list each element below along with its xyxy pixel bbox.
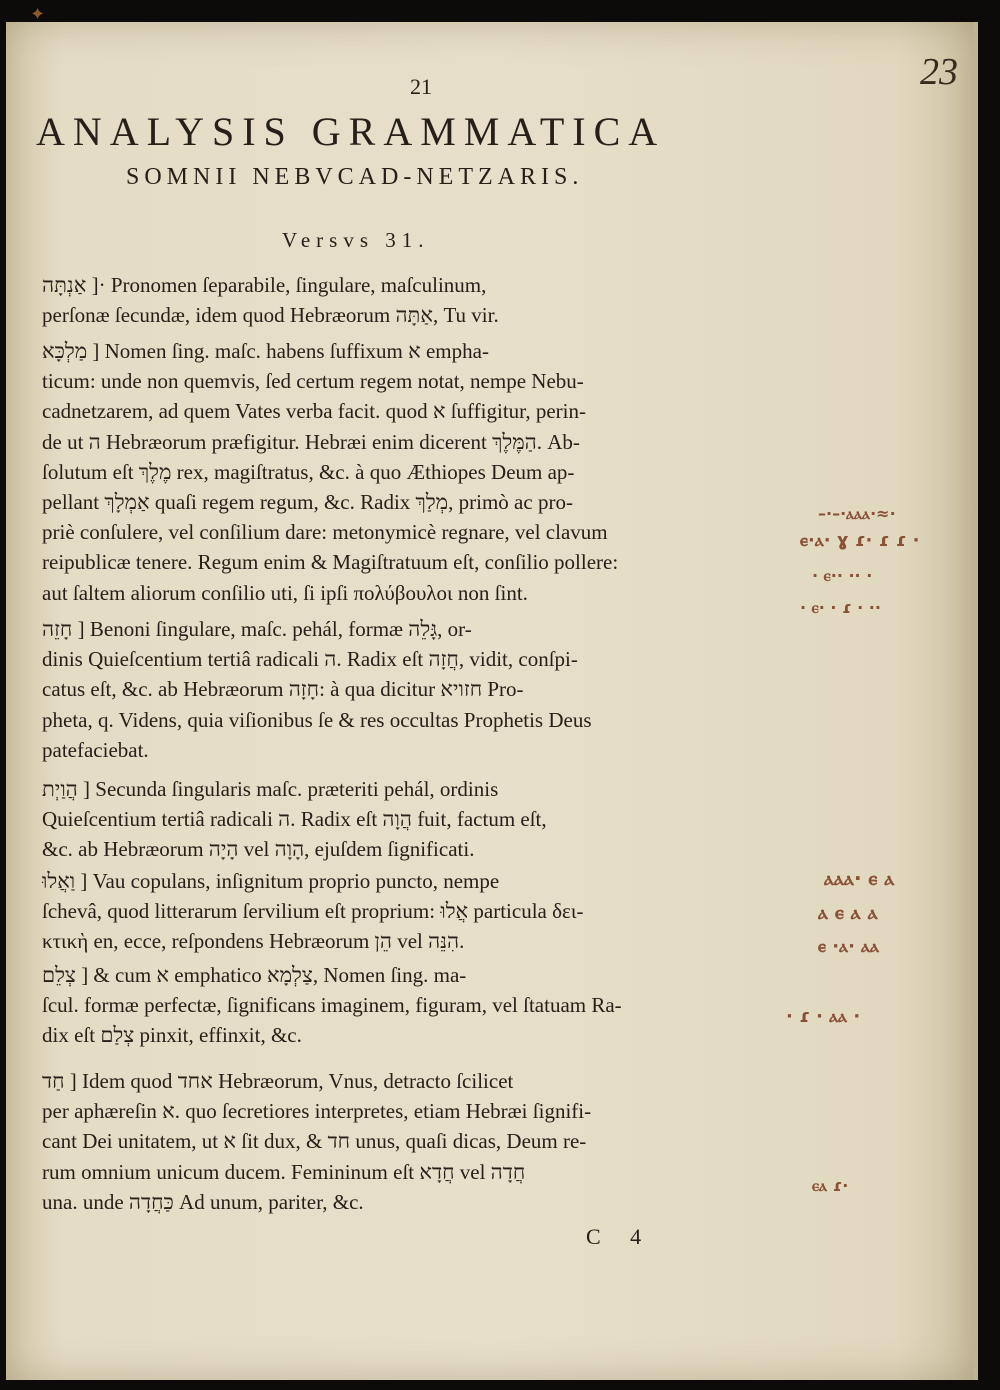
title-line-1: ANALYSIS GRAMMATICA [36,109,666,154]
text-line: pheta, q. Videns, quia viſionibus ſe & res occultas Prophetis Deus [42,707,592,732]
entry-7 [42,1066,794,1217]
entry-3 [42,614,794,765]
text-line: una. unde כַּחֲדָה Ad unum, pariter, &c. [42,1189,364,1214]
text-line: cant Dei unitatem, ut א ſit dux, & חד unus, quaſi dicas, Deum re- [42,1129,587,1154]
marginal-note: ⲉ·ⲁ· ɣ ɾ· ɾ ɾ · [800,530,920,551]
text-line: per aphæreſin א. quo ſecretiores interpretes, etiam Hebræi ſignifi- [42,1099,592,1124]
marginal-note: ⲁⲁⲁ· ⲉ ⲁ [824,866,895,890]
text-line: de ut ה Hebræorum præfigitur. Hebræi enim dicerent הַמֶּלֶךְ. Ab- [42,429,580,454]
margin-page-number: 23 [920,51,958,93]
text-line: cadnetzarem, ad quem Vates verba facit. quod א ſuffigitur, perin- [42,399,586,424]
entry-5 [42,866,794,957]
text-line: צְלֵם ] & cum א emphatico צַלְמָא, Nomen ſing. ma- [42,963,467,987]
text-line: ſolutum eſt מֶלֶךְ rex, magiſtratus, &c. à quo Æthiopes Deum ap- [42,459,575,484]
text-line: catus eſt, &c. ab Hebræorum חָזָה: à qua dicitur חזויא Pro- [42,677,524,702]
text-line: ticum: unde non quemvis, ſed certum regem notat, nempe Nebu- [42,369,584,394]
text-line: dix eſt צְלַם pinxit, effinxit, &c. [42,1023,302,1048]
text-line: ſchevâ, quod litterarum ſervilium eſt proprium: אֲלוּ particula δει- [42,899,584,924]
marginal-note: · ⲉ·· ·· · [812,566,873,585]
text-line: perſonæ ſecundæ, idem quod Hebræorum אַתָּה, Tu vir. [42,303,499,328]
text-line: reipublicæ tenere. Regum enim & Magiſtratuum eſt, conſilio pollere: [42,550,619,575]
marginal-note: ⲉⲁ ɾ· [812,1176,849,1195]
text-line: חָזֵה ] Benoni ſingulare, maſc. pehál, formæ גָּלֵה, or- [42,617,472,641]
text-line: aut ſaltem aliorum conſilio uti, ſi ipſi πολύβουλοι non ſint. [42,580,528,605]
text-line: ſcul. formæ perfectæ, ſignificans imaginem, figuram, vel ſtatuam Ra- [42,993,622,1018]
text-line: הֲוַיְת ] Secunda ſingularis maſc. præteriti pehál, ordinis [42,777,499,801]
marginal-note: –·–·ⲁⲁⲁ·≈· [818,504,896,523]
entry-1 [42,270,794,330]
verse-heading: Versvs 31. [282,228,430,252]
page-number: 21 [410,74,432,99]
entry-4 [42,774,794,865]
signature-mark: C 4 [586,1224,654,1249]
text-line: אַנְתָּה ]· Pronomen ſeparabile, ſingulare, maſculinum, [42,273,487,297]
marginal-note: ⲁ ⲉ ⲁ ⲁ [818,900,878,924]
title-line-2: SOMNII NEBVCAD-NETZARIS. [126,164,584,190]
text-line: וַאֲלוּ ] Vau copulans, inſignitum proprio puncto, nempe [42,869,500,893]
text-line: pellant אַמְלָךְ quaſi regem regum, &c. Radix מְלַךְ, primò ac pro- [42,490,573,515]
marginal-note: ⲉ ·ⲁ· ⲁⲁ [818,936,880,957]
text-line: &c. ab Hebræorum הָיָה vel הָוָה, ejuſdem ſignificati. [42,837,475,862]
page-edge [973,22,978,1380]
marginal-note: · ɾ · ⲁⲁ · [786,1006,861,1027]
marginal-note: · ⲉ· · ɾ · ·· [800,598,881,617]
text-line: חַד ] Idem quod אחד Hebræorum, Vnus, detracto ſcilicet [42,1069,514,1093]
text-line: priè conſulere, vel conſilium dare: metonymicè regnare, vel clavum [42,520,608,545]
corner-mark-icon: ✦ [30,4,46,24]
text-line: Quieſcentium tertiâ radicali ה. Radix eſt הֲוָה fuit, factum eſt, [42,807,547,832]
text-line: dinis Quieſcentium tertiâ radicali ה. Radix eſt חֲזָה, vidit, conſpi- [42,647,578,672]
entry-6 [42,960,794,1051]
text-line: κτικὴ en, ecce, reſpondens Hebræorum הֵן vel הִנֵּה. [42,929,465,954]
text-line: patefaciebat. [42,737,149,762]
text-line: rum omnium unicum ducem. Femininum eſt חֲדָא vel חֲדָה [42,1159,526,1184]
text-line: מַלְכָּא ] Nomen ſing. maſc. habens ſuffixum א empha- [42,339,489,363]
entry-2 [42,336,794,608]
